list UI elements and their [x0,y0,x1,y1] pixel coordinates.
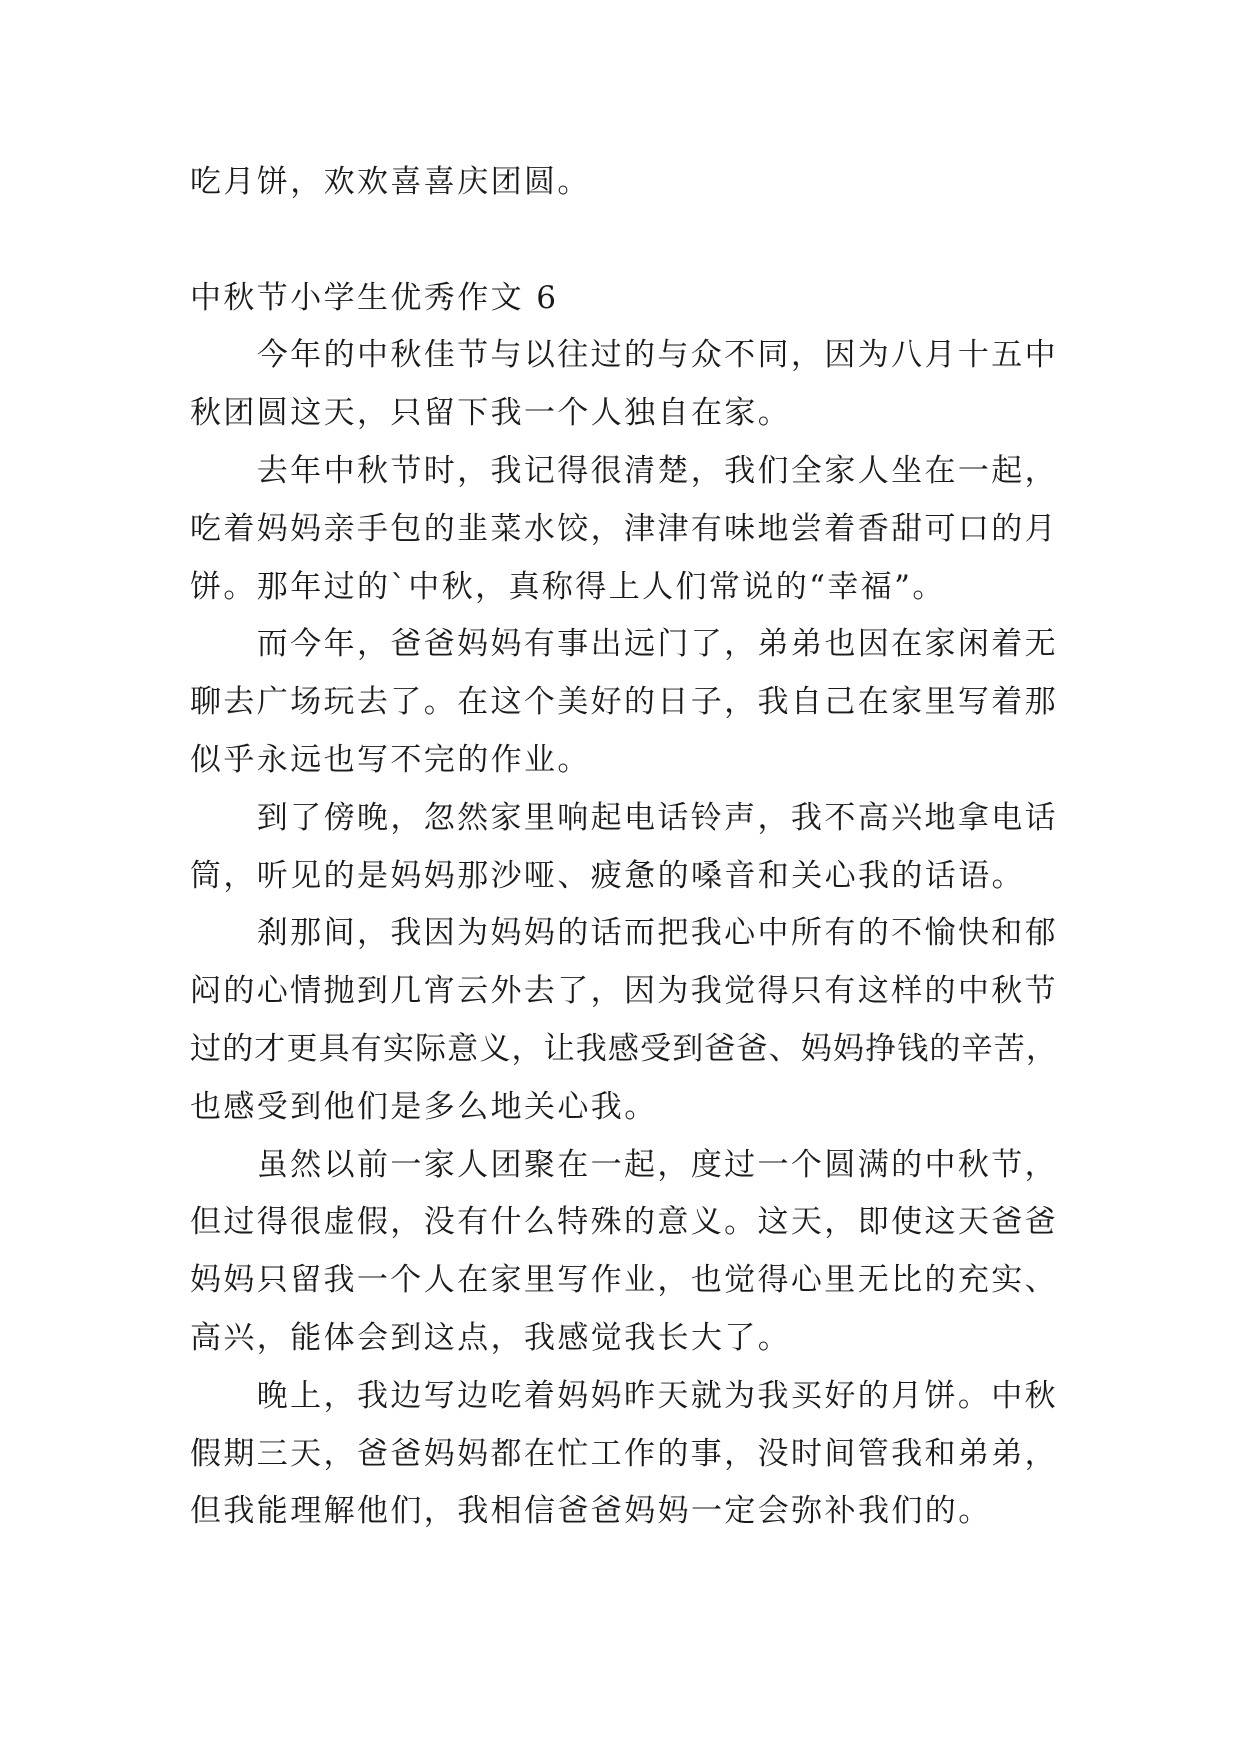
paragraph [190,1137,1058,1368]
paragraph-line: 秋团圆这天，只留下我一个人独自在家。 [190,395,792,432]
document-page [190,154,1058,1541]
paragraph-line: 闷的心情抛到几宵云外去了，因为我觉得只有这样的中秋节 [190,973,1058,1010]
paragraph-line: 饼。那年过的`中秋，真称得上人们常说的“幸福”。 [190,568,946,605]
paragraph-line: 刹那间，我因为妈妈的话而把我心中所有的不愉快和郁 [256,915,1058,952]
paragraph-line: 虽然以前一家人团聚在一起，度过一个圆满的中秋节， [256,1146,1058,1183]
blank-line [190,212,1058,270]
paragraph-line: 高兴，能体会到这点，我感觉我长大了。 [190,1319,792,1356]
paragraph-line: 晚上，我边写边吃着妈妈昨天就为我买好的月饼。中秋 [256,1377,1058,1414]
paragraph [190,790,1058,906]
paragraph-line: 也感受到他们是多么地关心我。 [190,1088,658,1125]
paragraph [190,1368,1058,1541]
continuation-paragraph [190,154,1058,212]
paragraph [190,327,1058,443]
paragraph-line: 聊去广场玩去了。在这个美好的日子，我自己在家里写着那 [190,684,1058,721]
paragraph-line: 到了傍晚，忽然家里响起电话铃声，我不高兴地拿电话 [256,799,1058,836]
paragraph [190,443,1058,616]
paragraph-line: 似乎永远也写不完的作业。 [190,741,591,778]
paragraph-line: 去年中秋节时，我记得很清楚，我们全家人坐在一起， [256,452,1058,489]
paragraph-line: 吃月饼，欢欢喜喜庆团圆。 [190,164,591,200]
essay-title: 中秋节小学生优秀作文 6 [190,279,559,316]
paragraph-line: 筒，听见的是妈妈那沙哑、疲惫的嗓音和关心我的话语。 [190,857,1025,894]
paragraph-line: 假期三天，爸爸妈妈都在忙工作的事，没时间管我和弟弟， [190,1435,1058,1472]
paragraph-line: 而今年，爸爸妈妈有事出远门了，弟弟也因在家闲着无 [256,626,1058,663]
paragraph-line: 过的才更具有实际意义，让我感受到爸爸、妈妈挣钱的辛苦， [190,1030,1058,1067]
paragraph-line: 吃着妈妈亲手包的韭菜水饺，津津有味地尝着香甜可口的月 [190,510,1058,547]
paragraph-line: 但我能理解他们，我相信爸爸妈妈一定会弥补我们的。 [190,1493,992,1530]
paragraph [190,905,1058,1136]
paragraph-line: 但过得很虚假，没有什么特殊的意义。这天，即使这天爸爸 [190,1204,1058,1241]
paragraph-line: 今年的中秋佳节与以往过的与众不同，因为八月十五中 [256,337,1058,374]
paragraph [190,616,1058,789]
paragraph-line: 妈妈只留我一个人在家里写作业，也觉得心里无比的充实、 [190,1262,1058,1299]
